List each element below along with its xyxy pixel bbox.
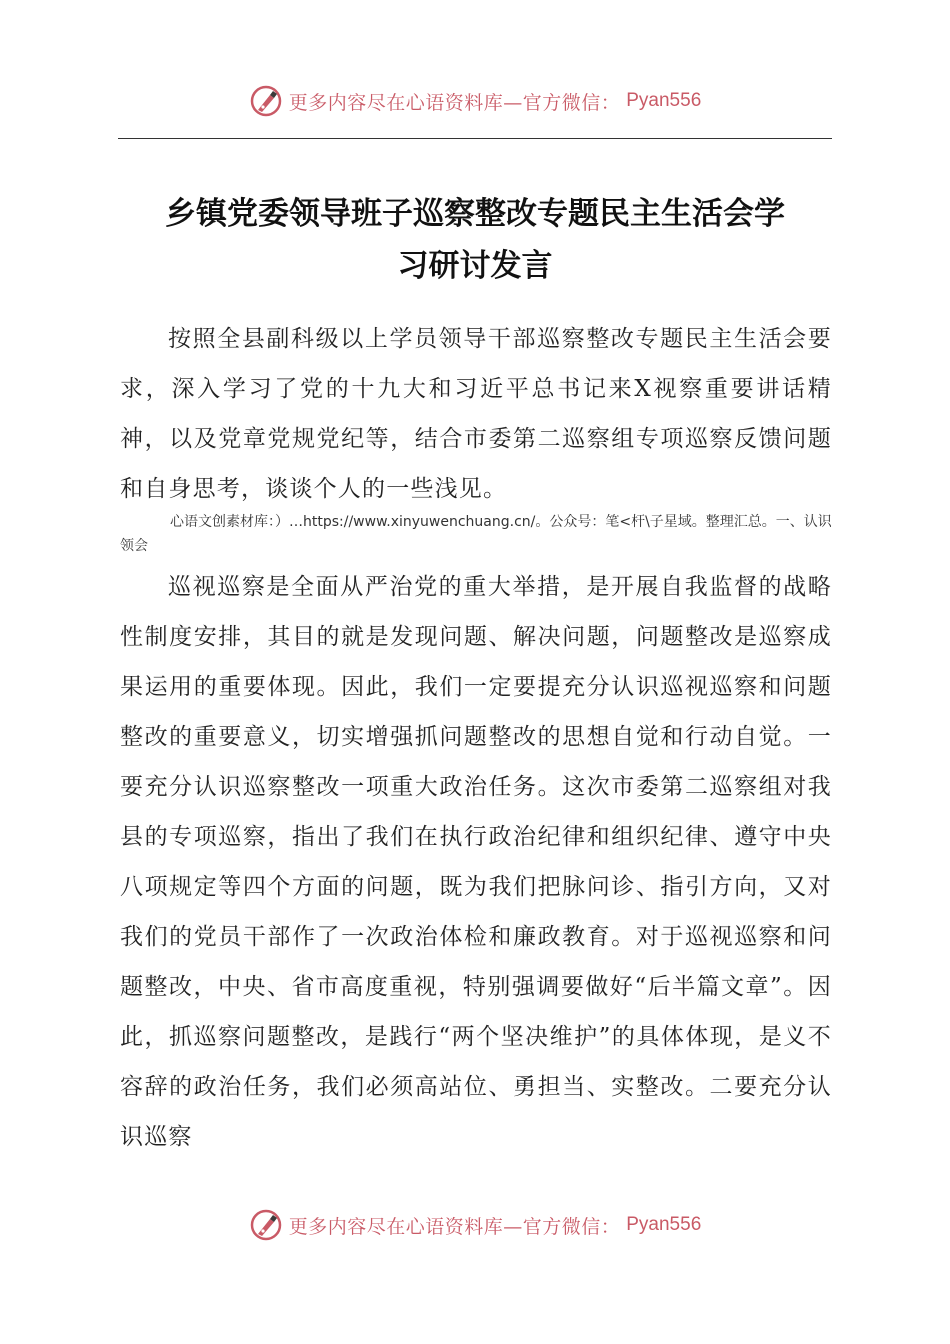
title-line-2: 习研讨发言	[397, 248, 553, 284]
footer-wechat-id: Pyan556	[626, 1214, 702, 1235]
pen-nib-logo-icon	[249, 1208, 283, 1242]
header-watermark-text: 更多内容尽在心语资料库—官方微信：	[288, 91, 621, 114]
title-line-1: 乡镇党委领导班子巡察整改专题民主生活会学	[165, 196, 785, 232]
header-divider	[118, 138, 832, 139]
footer-watermark-text: 更多内容尽在心语资料库—官方微信：	[288, 1215, 621, 1238]
pen-nib-logo-icon	[249, 84, 283, 118]
source-note: 心语文创素材库：）…https://www.xinyuwenchuang.cn/。公众号：笔<杆\子星域。整理汇总。一、认识领会	[120, 514, 832, 554]
header-watermark	[0, 84, 950, 124]
paragraph-2: 巡视巡察是全面从严治党的重大举措，是开展自我监督的战略性制度安排，其目的就是发现问题、解决问题，问题整改是巡察成果运用的重要体现。因此，我们一定要提充分认识巡视巡察和问题整改的重要意义，切实增强抓问题整改的思想自觉和行动自觉。一要充分认识巡察整改一项重大政治任务。这次市委第二巡察组对我县的专项巡察，指出了我们在执行政治纪律和组织纪律、遵守中央八项规定等四个方面的问题，既为我们把脉问诊、指引方向，又对我们的党员干部作了一次政治体检和廉政教育。对于巡视巡察和问题整改，中央、省市高度重视，特别强调要做好“后半篇文章”。因此，抓巡察问题整改，是践行“两个坚决维护”的具体体现，是义不容辞的政治任务，我们必须高站位、勇担当、实整改。二要充分认识巡察	[120, 574, 832, 1150]
document-title	[110, 188, 840, 292]
header-wechat-id: Pyan556	[626, 90, 702, 111]
footer-watermark	[0, 1208, 950, 1248]
paragraph-1: 按照全县副科级以上学员领导干部巡察整改专题民主生活会要求，深入学习了党的十九大和习近平总书记来X视察重要讲话精神，以及党章党规党纪等，结合市委第二巡察组专项巡察反馈问题和自身思考，谈谈个人的一些浅见。	[120, 326, 832, 502]
